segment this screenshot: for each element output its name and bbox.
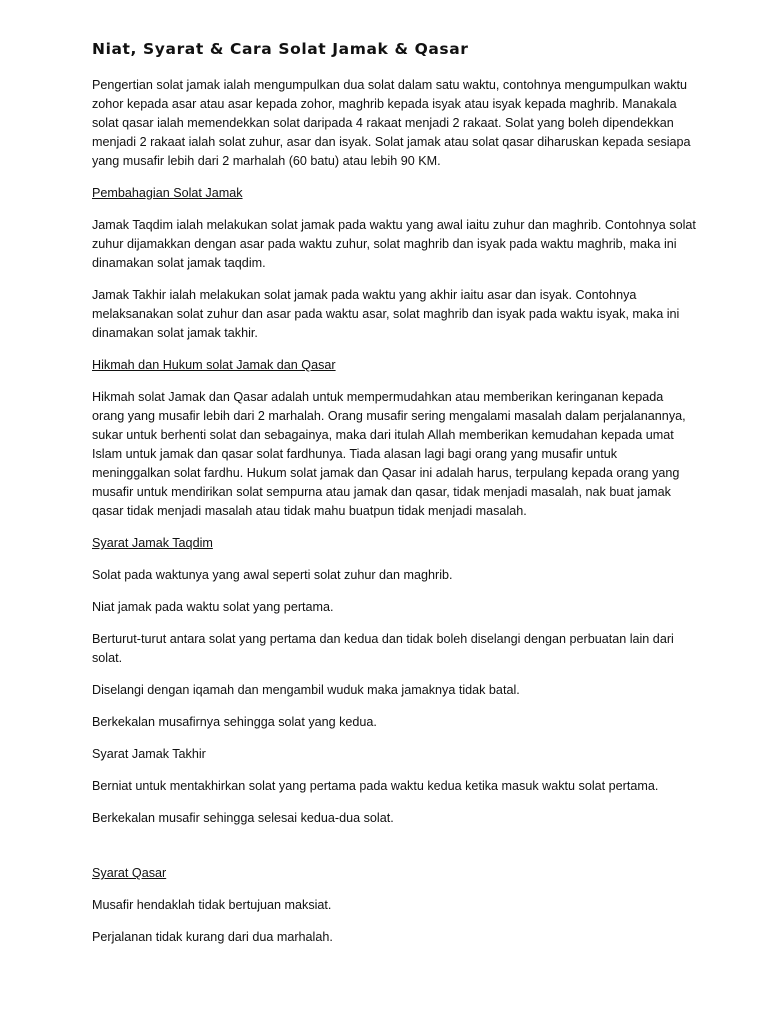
syarat-takhir-item: Berkekalan musafir sehingga selesai kedua-dua solat. (92, 811, 394, 825)
syarat-taqdim-item: Berturut-turut antara solat yang pertama dan kedua dan tidak boleh diselangi dengan perbuatan lain dari solat. (92, 632, 674, 665)
section-heading-syarat-qasar: Syarat Qasar (92, 866, 167, 880)
syarat-taqdim-item: Diselangi dengan iqamah dan mengambil wuduk maka jamaknya tidak batal. (92, 683, 520, 697)
syarat-takhir-item: Berniat untuk mentakhirkan solat yang pertama pada waktu kedua ketika masuk waktu solat pertama. (92, 779, 659, 793)
syarat-taqdim-item: Solat pada waktunya yang awal seperti solat zuhur dan maghrib. (92, 568, 453, 582)
syarat-qasar-item: Musafir hendaklah tidak bertujuan maksiat. (92, 898, 332, 912)
syarat-taqdim-item: Niat jamak pada waktu solat yang pertama. (92, 600, 334, 614)
syarat-taqdim-item: Berkekalan musafirnya sehingga solat yang kedua. (92, 715, 377, 729)
hikmah-paragraph: Hikmah solat Jamak dan Qasar adalah untuk mempermudahkan atau memberikan keringanan kepada orang yang musafir lebih dari 2 marhalah. Orang musafir sering mengalami masalah dalam perjalanannya, sukar untuk berhenti solat dan sebagainya, maka dari itulah Allah memberikan kemudahan kepada umat Islam untuk jamak dan qasar solat fardhunya. Tiada alasan lagi bagi orang yang musafir untuk meninggalkan solat fardhu. Hukum solat jamak dan Qasar ini adalah harus, terpulang kepada orang yang musafir untuk mendirikan solat sempurna atau jamak dan qasar, tidak menjadi masalah, nak buat jamak qasar tidak menjadi masalah atau tidak mahu buatpun tidak menjadi masalah. (92, 390, 686, 518)
syarat-qasar-item: Perjalanan tidak kurang dari dua marhalah. (92, 930, 333, 944)
intro-paragraph: Pengertian solat jamak ialah mengumpulkan dua solat dalam satu waktu, contohnya mengumpulkan waktu zohor kepada asar atau asar kepada zohor, maghrib kepada isyak atau isyak kepada maghrib. Manakala solat qasar ialah memendekkan solat daripada 4 rakaat menjadi 2 rakaat. Solat yang boleh dipendekkan menjadi 2 rakaat ialah solat zuhur, asar dan isyak. Solat jamak atau solat qasar diharuskan kepada sesiapa yang musafir lebih dari 2 marhalah (60 batu) atau lebih 90 KM. (92, 78, 691, 168)
section-heading-syarat-takhir: Syarat Jamak Takhir (92, 747, 206, 761)
section-heading-pembahagian: Pembahagian Solat Jamak (92, 186, 243, 200)
document-title: Niat, Syarat & Cara Solat Jamak & Qasar (92, 40, 469, 58)
section-heading-syarat-taqdim: Syarat Jamak Taqdim (92, 536, 213, 550)
jamak-taqdim-paragraph: Jamak Taqdim ialah melakukan solat jamak pada waktu yang awal iaitu zuhur dan maghrib. Contohnya solat zuhur dijamakkan dengan asar pada waktu zuhur, solat maghrib dan isyak pada waktu maghrib, maka ini dinamakan solat jamak taqdim. (92, 218, 696, 270)
jamak-takhir-paragraph: Jamak Takhir ialah melakukan solat jamak pada waktu yang akhir iaitu asar dan isyak. Contohnya melaksanakan solat zuhur dan asar pada waktu asar, solat maghrib dan isyak pada waktu isyak, maka ini dinamakan solat jamak takhir. (92, 288, 680, 340)
section-heading-hikmah: Hikmah dan Hukum solat Jamak dan Qasar (92, 358, 336, 372)
